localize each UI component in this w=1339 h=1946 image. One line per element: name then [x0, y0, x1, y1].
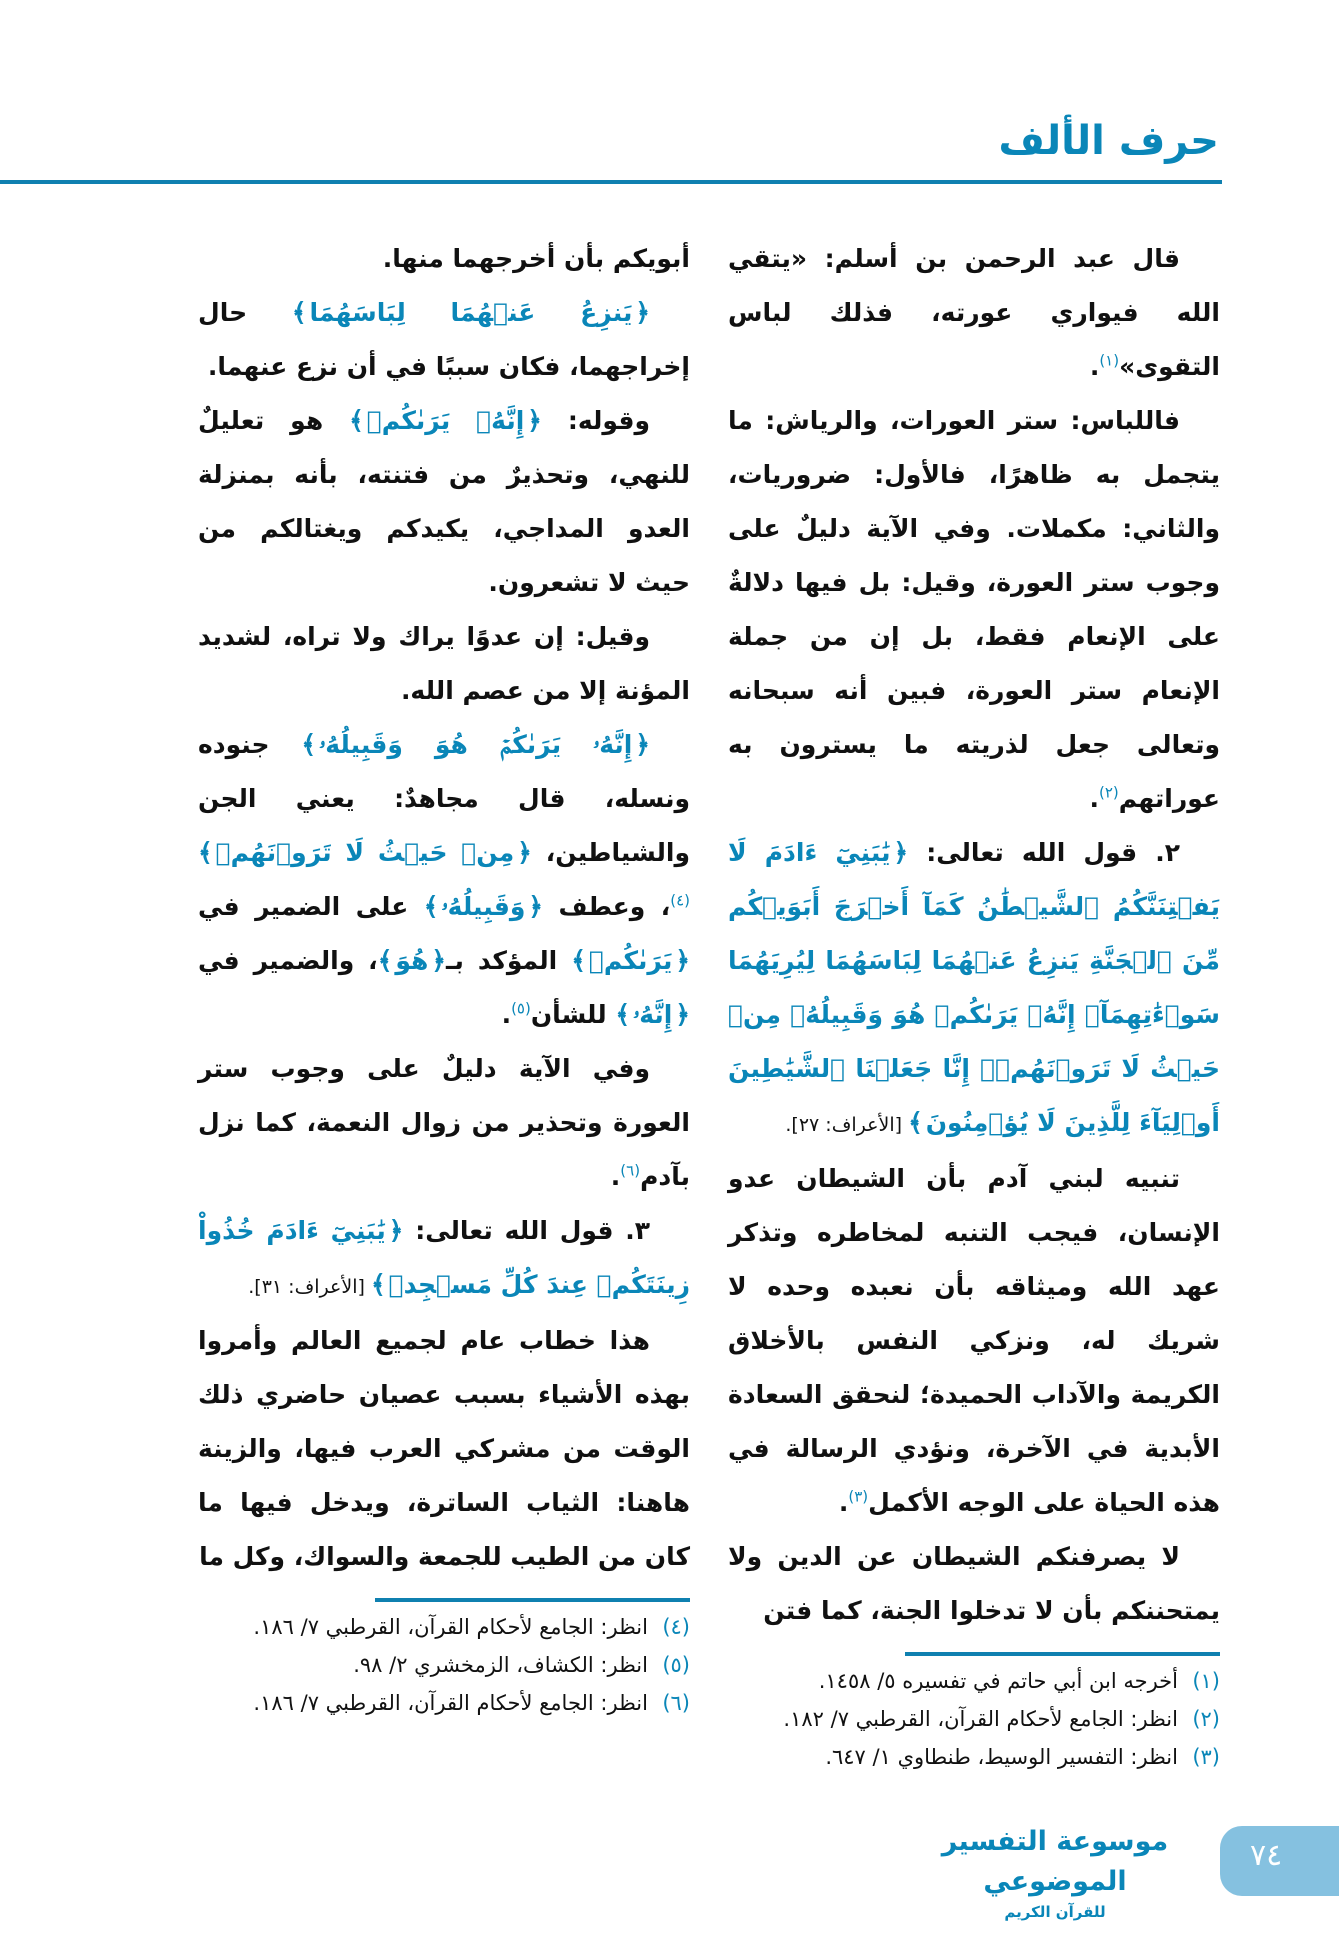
body-text: .: [838, 1488, 849, 1517]
page-header: [0, 0, 1339, 232]
body-text: .: [1089, 352, 1100, 381]
page-number: ٧٤: [1250, 1838, 1283, 1873]
body-text: تنبيه لبني آدم بأن الشيطان عدو الإنسان، فيجب التنبه لمخاطره وتذكر عهد الله وميثاقه بأن نعبده وحده لا شريك له، ونزكي النفس بالأخلاق الكريمة والآداب الحميدة؛ لنحقق السعادة الأبدية في الآخرة، ونؤدي الرسالة في هذه الحياة على الوجه الأكمل: [728, 1164, 1220, 1517]
paragraph: [198, 718, 690, 1042]
header-divider: [0, 180, 1222, 184]
footnote-ref[interactable]: (٦): [620, 1161, 641, 1180]
footnote-text: انظر: التفسير الوسيط، طنطاوي ١/ ٦٤٧.: [825, 1745, 1178, 1769]
paragraph: [728, 1152, 1220, 1530]
paragraph: [198, 1042, 690, 1204]
quran-verse: ﴿ هُوَ ﴾: [378, 946, 446, 975]
paragraph: [728, 394, 1220, 826]
body-text: وقوله:: [541, 406, 650, 435]
quran-verse: ﴿ إِنَّهُۥ ﴾: [615, 1000, 690, 1029]
footnote-number: (٦): [662, 1691, 690, 1715]
body-text: .: [610, 1162, 621, 1191]
paragraph: [198, 286, 690, 394]
body-text: .: [1089, 784, 1099, 813]
footnote: [728, 1662, 1220, 1700]
paragraph: [198, 394, 690, 610]
quran-verse: ﴿ يَٰبَنِيٓ ءَادَمَ خُذُواْ زِينَتَكُمۡ عِندَ كُلِّ مَسۡجِدٖ ﴾: [198, 1216, 690, 1299]
footnote-divider-left: [375, 1598, 690, 1602]
footnote-text: أخرجه ابن أبي حاتم في تفسيره ٥/ ١٤٥٨.: [818, 1669, 1178, 1693]
quran-verse: ﴿ إِنَّهُۥ يَرَىٰكُمۡ ﴾: [349, 406, 542, 435]
paragraph: [728, 1530, 1220, 1638]
body-text: للشأن: [530, 1000, 616, 1029]
body-text: هو تعليلٌ للنهي، وتحذيرٌ من فتنته، بأنه بمنزلة العدو المداجي، يكيدكم ويغتالكم من حيث لا تشعرون.: [198, 406, 690, 597]
paragraph: [198, 232, 690, 286]
body-text: المؤكد بـ: [446, 946, 572, 975]
footnote: [198, 1646, 690, 1684]
body-text: على الضمير في: [198, 892, 424, 921]
section-title: حرف الألف: [998, 118, 1219, 164]
right-column: [728, 232, 1220, 1776]
quran-verse: ﴿ مِنۡ حَيۡثُ لَا تَرَوۡنَهُمۡ ﴾: [198, 838, 532, 867]
footnote-text: انظر: الكشاف، الزمخشري ٢/ ٩٨.: [353, 1653, 648, 1677]
verse-reference: [الأعراف: ٢٧].: [785, 1114, 909, 1136]
footnote-ref[interactable]: (٥): [511, 999, 531, 1018]
body-text: هذا خطاب عام لجميع العالم وأمروا بهذه الأشياء بسبب عصيان حاضري ذلك الوقت من مشركي العرب فيها، والزينة هاهنا: الثياب الساترة، ويدخل فيها ما كان من الطيب للجمعة والسواك، وكل ما: [198, 1326, 690, 1571]
left-column: [198, 232, 690, 1722]
logo-title: موسوعة التفسير الموضوعي: [941, 1826, 1169, 1897]
body-text: حال إخراجهما، فكان سببًا في أن نزع عنهما.: [198, 298, 690, 381]
footnote: [198, 1684, 690, 1722]
quran-verse: ﴿ إِنَّهُۥ يَرَىٰكُمۡ هُوَ وَقَبِيلُهُۥ ﴾: [301, 730, 650, 759]
footnote-number: (٤): [662, 1615, 690, 1639]
body-text: وقيل: إن عدوًا يراك ولا تراه، لشديد المؤنة إلا من عصم الله.: [198, 622, 690, 705]
footnotes-left: [198, 1608, 690, 1722]
footnotes-right: [728, 1662, 1220, 1776]
footnote-ref[interactable]: (١): [1099, 351, 1120, 370]
paragraph: [198, 1314, 690, 1584]
paragraph: [728, 826, 1220, 1152]
logo-subtitle: للقرآن الكريم: [1004, 1903, 1106, 1921]
footnote-number: (٢): [1192, 1707, 1220, 1731]
body-text: أبويكم بأن أخرجهما منها.: [382, 244, 690, 273]
body-text: ، والضمير في: [198, 946, 378, 975]
body-text: قال عبد الرحمن بن أسلم: «يتقي الله فيواري عورته، فذلك لباس التقوى»: [728, 244, 1220, 381]
page-footer: [0, 1796, 1339, 1946]
footnote: [728, 1738, 1220, 1776]
footnote-text: انظر: الجامع لأحكام القرآن، القرطبي ٧/ ١٨٦.: [253, 1691, 648, 1715]
body-text: وفي الآية دليلٌ على وجوب ستر العورة وتحذير من زوال النعمة، كما نزل بآدم: [198, 1054, 690, 1191]
body-text: ٣. قول الله تعالى:: [403, 1216, 650, 1245]
footnote-text: انظر: الجامع لأحكام القرآن، القرطبي ٧/ ١٨٦.: [253, 1615, 648, 1639]
footnote-number: (٥): [662, 1653, 690, 1677]
quran-verse: ﴿ وَقَبِيلُهُۥ ﴾: [424, 892, 543, 921]
footnote-text: انظر: الجامع لأحكام القرآن، القرطبي ٧/ ١٨٢.: [783, 1707, 1178, 1731]
quran-verse: ﴿ يَنزِعُ عَنۡهُمَا لِبَاسَهُمَا ﴾: [292, 298, 650, 327]
body-text: ٢. قول الله تعالى:: [908, 838, 1181, 867]
body-text: جنوده ونسله، قال مجاهدٌ: يعني الجن والشياطين،: [198, 730, 690, 867]
footnote-divider-right: [905, 1652, 1220, 1656]
encyclopedia-logo: [930, 1822, 1180, 1922]
quran-verse: ﴿ يَٰبَنِيٓ ءَادَمَ لَا يَفۡتِنَنَّكُمُ ٱلشَّيۡطَٰنُ كَمَآ أَخۡرَجَ أَبَوَيۡكُم مِّنَ ٱلۡجَنَّةِ يَنزِعُ عَنۡهُمَا لِبَاسَهُمَا لِيُرِيَهُمَا سَوۡءَٰتِهِمَآۚ إِنَّهُۥ يَرَىٰكُمۡ هُوَ وَقَبِيلُهُۥ مِنۡ حَيۡثُ لَا تَرَوۡنَهُمۡۗ إِنَّا جَعَلۡنَا ٱلشَّيَٰطِينَ أَوۡلِيَآءَ لِلَّذِينَ لَا يُؤۡمِنُونَ ﴾: [728, 838, 1220, 1137]
footnote: [728, 1700, 1220, 1738]
paragraph: [728, 232, 1220, 394]
body-text: فاللباس: ستر العورات، والرياش: ما يتجمل به ظاهرًا، فالأول: ضروريات، والثاني: مكملات. وفي الآية دليلٌ على وجوب ستر العورة، وقيل: بل فيها دلالةٌ على الإنعام فقط، بل إن من جملة الإنعام ستر العورة، فبين أنه سبحانه وتعالى جعل لذريته ما يسترون به عوراتهم: [728, 406, 1220, 813]
quran-verse: ﴿ يَرَىٰكُمۡ ﴾: [571, 946, 690, 975]
body-text: .: [501, 1000, 512, 1029]
text-columns: [198, 232, 1220, 1776]
footnote-number: (١): [1192, 1669, 1220, 1693]
left-column-body: [198, 232, 690, 1584]
footnote-ref[interactable]: (٣): [848, 1487, 869, 1506]
right-column-body: [728, 232, 1220, 1638]
body-text: ، وعطف: [543, 892, 671, 921]
footnote-number: (٣): [1192, 1745, 1220, 1769]
paragraph: [198, 1204, 690, 1314]
footnote-ref[interactable]: (٤): [670, 891, 690, 910]
footnote-ref[interactable]: (٢): [1099, 783, 1119, 802]
footnote: [198, 1608, 690, 1646]
paragraph: [198, 610, 690, 718]
body-text: لا يصرفنكم الشيطان عن الدين ولا يمتحننكم بأن لا تدخلوا الجنة، كما فتن: [728, 1542, 1220, 1625]
verse-reference: [الأعراف: ٣١].: [248, 1276, 371, 1298]
